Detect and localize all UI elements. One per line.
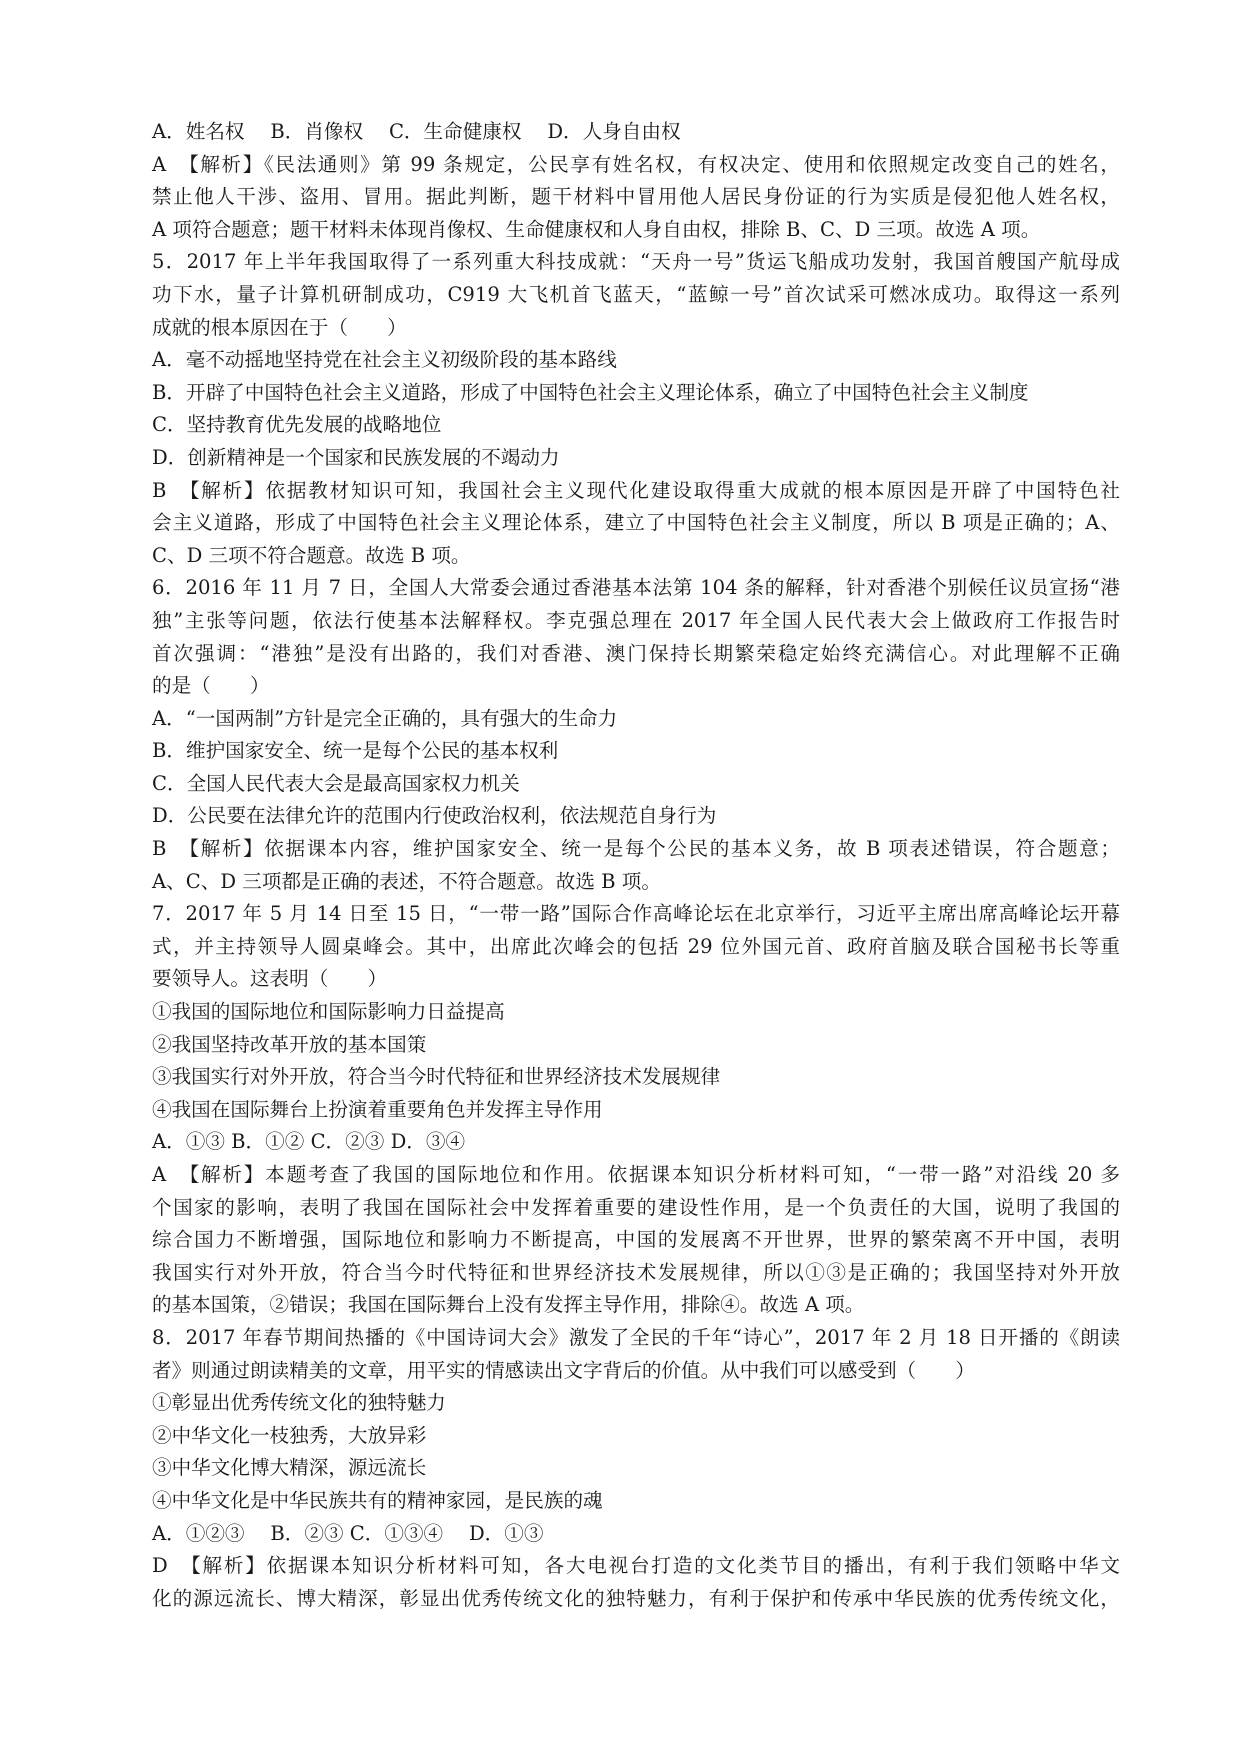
text-line: B．维护国家安全、统一是每个公民的基本权利 bbox=[152, 739, 559, 763]
text-line: B 【解析】依据教材知识可知，我国社会主义现代化建设取得重大成就的根本原因是开辟了中国特色社 bbox=[152, 478, 1120, 502]
text-line: 的基本国策，②错误；我国在国际舞台上没有发挥主导作用，排除④。故选 A 项。 bbox=[152, 1293, 865, 1317]
text-line: A．①③ B．①② C．②③ D．③④ bbox=[152, 1130, 466, 1154]
text-line: 要领导人。这表明（ ） bbox=[152, 967, 388, 991]
text-line: A 【解析】《民法通则》第 99 条规定，公民享有姓名权，有权决定、使用和依照规定改变自己的姓名， bbox=[152, 152, 1120, 176]
text-line: A．①②③ B．②③ C．①③④ D．①③ bbox=[152, 1521, 544, 1545]
text-line: ④我国在国际舞台上扮演着重要角色并发挥主导作用 bbox=[152, 1097, 603, 1121]
text-line: 我国实行对外开放，符合当今时代特征和世界经济技术发展规律，所以①③是正确的；我国坚持对外开放 bbox=[152, 1260, 1120, 1284]
text-line: 式，并主持领导人圆桌峰会。其中，出席此次峰会的包括 29 位外国元首、政府首脑及联合国秘书长等重 bbox=[152, 934, 1120, 958]
text-line: A．姓名权 B．肖像权 C．生命健康权 D．人身自由权 bbox=[152, 120, 681, 143]
text-line: B．开辟了中国特色社会主义道路，形成了中国特色社会主义理论体系，确立了中国特色社会主义制度 bbox=[152, 380, 1029, 404]
text-line: B 【解析】依据课本内容，维护国家安全、统一是每个公民的基本义务，故 B 项表述错误，符合题意； bbox=[152, 837, 1120, 861]
text-line: 5．2017 年上半年我国取得了一系列重大科技成就：“天舟一号”货运飞船成功发射，我国首艘国产航母成 bbox=[152, 250, 1120, 274]
text-line: D．公民要在法律允许的范围内行使政治权利，依法规范自身行为 bbox=[152, 804, 717, 828]
text-line: ②中华文化一枝独秀，大放异彩 bbox=[152, 1423, 427, 1447]
document-body bbox=[152, 116, 1120, 1615]
text-line: 综合国力不断增强，国际地位和影响力不断提高，中国的发展离不开世界，世界的繁荣离不开中国，表明 bbox=[152, 1228, 1120, 1252]
text-line: 首次强调：“港独”是没有出路的，我们对香港、澳门保持长期繁荣稳定始终充满信心。对此理解不正确 bbox=[152, 641, 1120, 665]
text-line: ③我国实行对外开放，符合当今时代特征和世界经济技术发展规律 bbox=[152, 1065, 721, 1089]
text-line: ①我国的国际地位和国际影响力日益提高 bbox=[152, 1000, 505, 1024]
text-line: C．全国人民代表大会是最高国家权力机关 bbox=[152, 771, 520, 795]
text-line: A、C、D 三项都是正确的表述，不符合题意。故选 B 项。 bbox=[152, 869, 661, 893]
text-line: 化的源远流长、博大精深，彰显出优秀传统文化的独特魅力，有利于保护和传承中华民族的优秀传统文化， bbox=[152, 1586, 1120, 1610]
text-line: 6．2016 年 11 月 7 日，全国人大常委会通过香港基本法第 104 条的解释，针对香港个别候任议员宣扬“港 bbox=[152, 576, 1120, 600]
text-line: A 项符合题意；题干材料未体现肖像权、生命健康权和人身自由权，排除 B、C、D 三项。故选 A 项。 bbox=[152, 217, 1041, 241]
text-line: 的是（ ） bbox=[152, 674, 270, 698]
text-line: 独”主张等问题，依法行使基本法解释权。李克强总理在 2017 年全国人民代表大会上做政府工作报告时 bbox=[152, 608, 1120, 632]
text-line: ②我国坚持改革开放的基本国策 bbox=[152, 1032, 427, 1056]
text-line: 功下水，量子计算机研制成功，C919 大飞机首飞蓝天，“蓝鲸一号”首次试采可燃冰成功。取得这一系列 bbox=[152, 282, 1120, 306]
text-line: A．“一国两制”方针是完全正确的，具有强大的生命力 bbox=[152, 706, 618, 730]
text-line: A 【解析】本题考查了我国的国际地位和作用。依据课本知识分析材料可知，“一带一路”对沿线 20 多 bbox=[152, 1163, 1120, 1186]
text-line: 者》则通过朗读精美的文章，用平实的情感读出文字背后的价值。从中我们可以感受到（ ） bbox=[152, 1358, 975, 1382]
text-line: 个国家的影响，表明了我国在国际社会中发挥着重要的建设性作用，是一个负责任的大国，说明了我国的 bbox=[152, 1195, 1120, 1219]
text-line: 7．2017 年 5 月 14 日至 15 日，“一带一路”国际合作高峰论坛在北京举行，习近平主席出席高峰论坛开幕 bbox=[152, 902, 1120, 926]
text-line: 成就的根本原因在于（ ） bbox=[152, 315, 407, 339]
text-line: D．创新精神是一个国家和民族发展的不竭动力 bbox=[152, 445, 560, 469]
text-line: ③中华文化博大精深，源远流长 bbox=[152, 1456, 427, 1480]
text-line: A．毫不动摇地坚持党在社会主义初级阶段的基本路线 bbox=[152, 348, 617, 372]
text-line: D 【解析】依据课本知识分析材料可知，各大电视台打造的文化类节目的播出，有利于我们领略中华文 bbox=[152, 1554, 1120, 1578]
text-line: C．坚持教育优先发展的战略地位 bbox=[152, 413, 442, 437]
text-line: 会主义道路，形成了中国特色社会主义理论体系，建立了中国特色社会主义制度，所以 B 项是正确的；A、 bbox=[152, 511, 1120, 535]
text-line: C、D 三项不符合题意。故选 B 项。 bbox=[152, 543, 471, 567]
text-line: 8．2017 年春节期间热播的《中国诗词大会》激发了全民的千年“诗心”，2017 年 2 月 18 日开播的《朗读 bbox=[152, 1325, 1120, 1349]
text-line: ④中华文化是中华民族共有的精神家园，是民族的魂 bbox=[152, 1488, 603, 1512]
text-line: 禁止他人干涉、盗用、冒用。据此判断，题干材料中冒用他人居民身份证的行为实质是侵犯他人姓名权， bbox=[152, 185, 1120, 209]
text-line: ①彰显出优秀传统文化的独特魅力 bbox=[152, 1391, 446, 1415]
